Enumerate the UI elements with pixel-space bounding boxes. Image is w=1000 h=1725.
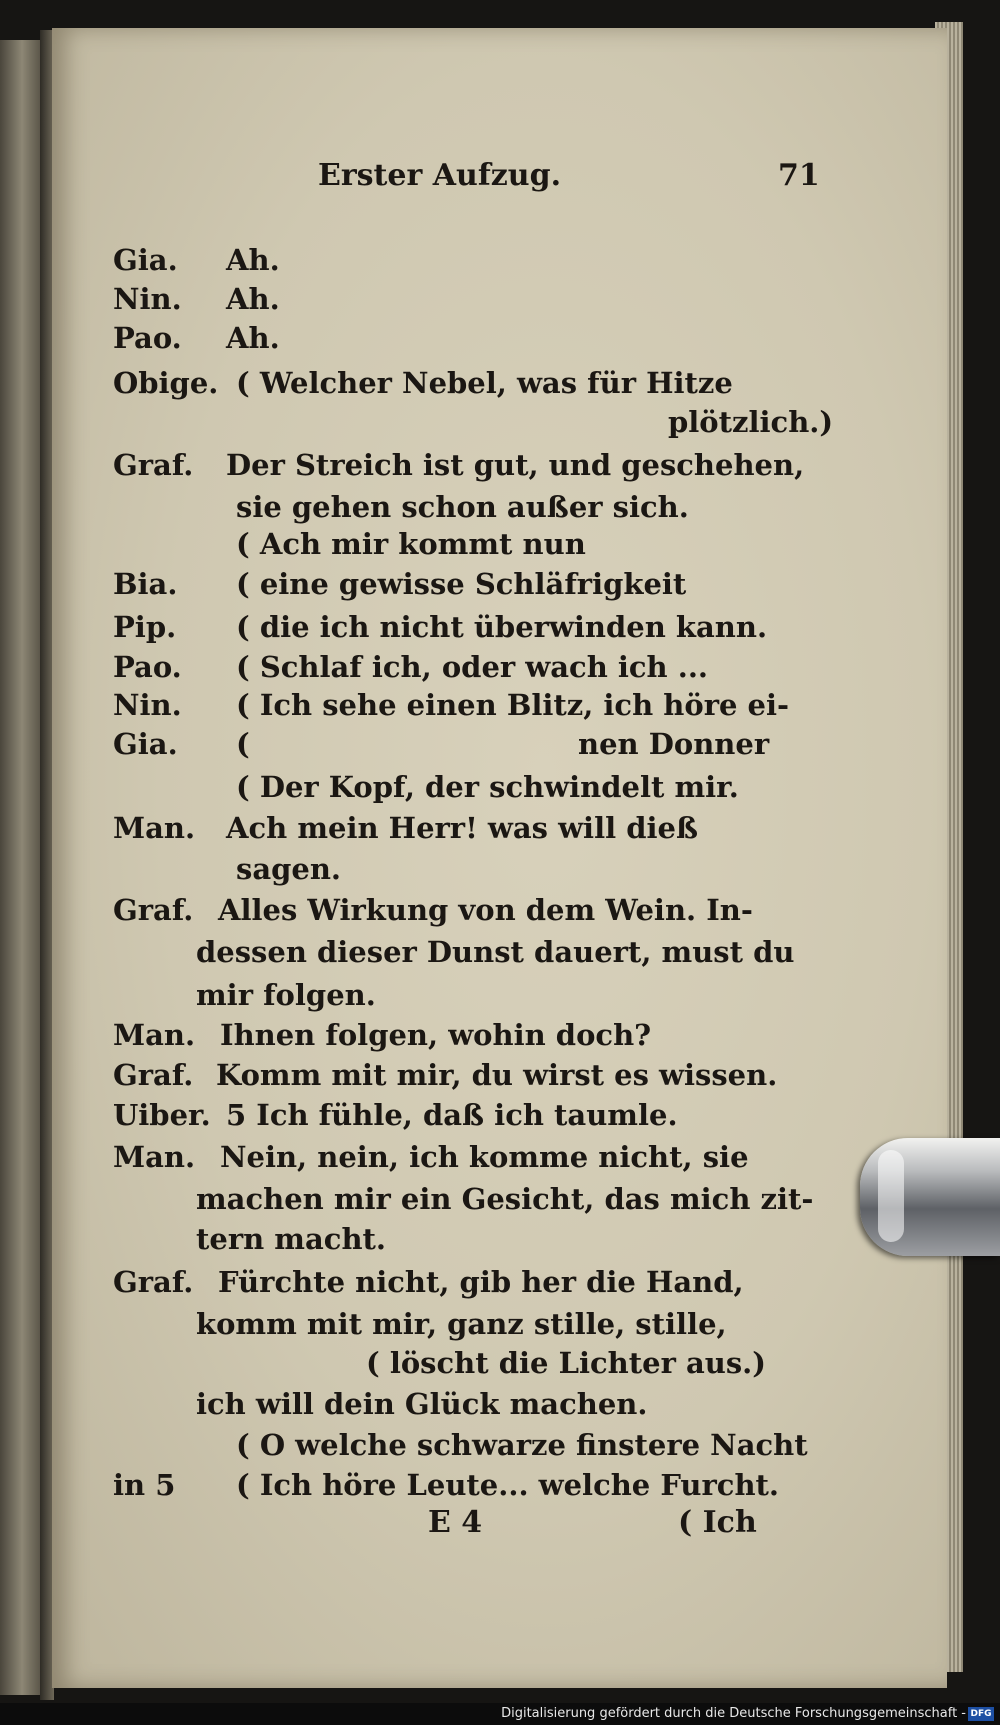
speaker-label: Nin. bbox=[113, 688, 182, 722]
dialogue-line: Nein, nein, ich komme nicht, sie bbox=[220, 1140, 749, 1174]
dialogue-line: Ah. bbox=[226, 282, 280, 316]
speaker-label: Man. bbox=[113, 811, 196, 845]
catchword: ( Ich bbox=[678, 1505, 757, 1540]
footer-credit: Digitalisierung gefördert durch die Deutsche Forschungsgemeinschaft - bbox=[501, 1706, 966, 1721]
dfg-logo: DFG bbox=[968, 1707, 994, 1721]
dialogue-line: Ah. bbox=[226, 243, 280, 277]
dialogue-line: Ach mein Herr! was will dieß bbox=[226, 811, 698, 845]
speaker-label: Man. bbox=[113, 1140, 196, 1174]
speaker-label: Gia. bbox=[113, 243, 178, 277]
dialogue-line: ( Der Kopf, der schwindelt mir. bbox=[236, 770, 739, 804]
running-title: Erster Aufzug. bbox=[318, 158, 562, 193]
speaker-label: Pip. bbox=[113, 610, 177, 644]
speaker-label: Nin. bbox=[113, 282, 182, 316]
speaker-label: Graf. bbox=[113, 1058, 194, 1092]
dialogue-line: ( löscht die Lichter aus.) bbox=[366, 1346, 766, 1380]
dialogue-line: sagen. bbox=[236, 852, 342, 886]
dialogue-line: ( Ich sehe einen Blitz, ich höre ei- bbox=[236, 688, 790, 722]
dialogue-line: Ihnen folgen, wohin doch? bbox=[220, 1018, 652, 1052]
dialogue-line: tern macht. bbox=[196, 1222, 387, 1256]
adjacent-page-edge bbox=[0, 40, 40, 1695]
dialogue-line: Alles Wirkung von dem Wein. In- bbox=[218, 893, 753, 927]
dialogue-line: machen mir ein Gesicht, das mich zit- bbox=[196, 1182, 814, 1216]
dialogue-line: dessen dieser Dunst dauert, must du bbox=[196, 935, 795, 969]
dialogue-line: ( bbox=[236, 727, 250, 761]
dialogue-line: ( Schlaf ich, oder wach ich ... bbox=[236, 650, 709, 684]
dialogue-line: Fürchte nicht, gib her die Hand, bbox=[218, 1265, 744, 1299]
dialogue-line: plötzlich.) bbox=[668, 405, 834, 439]
signature-mark: E 4 bbox=[428, 1505, 483, 1540]
speaker-label: Pao. bbox=[113, 650, 182, 684]
speaker-label: Gia. bbox=[113, 727, 178, 761]
dialogue-line: ich will dein Glück machen. bbox=[196, 1387, 648, 1421]
speaker-label: Graf. bbox=[113, 1265, 194, 1299]
dialogue-line: komm mit mir, ganz stille, stille, bbox=[196, 1307, 727, 1341]
dialogue-line: ( die ich nicht überwinden kann. bbox=[236, 610, 768, 644]
dialogue-line: ( eine gewisse Schläfrigkeit bbox=[236, 567, 687, 601]
dialogue-line: Ah. bbox=[226, 321, 280, 355]
clip-highlight bbox=[878, 1150, 904, 1242]
dialogue-line: ( Welcher Nebel, was für Hitze bbox=[236, 366, 733, 400]
speaker-label: Uiber. bbox=[113, 1098, 211, 1132]
speaker-label: Pao. bbox=[113, 321, 182, 355]
dialogue-line: ( Ich höre Leute... welche Furcht. bbox=[236, 1468, 780, 1502]
speaker-label: Obige. bbox=[113, 366, 219, 400]
dialogue-line: Komm mit mir, du wirst es wissen. bbox=[216, 1058, 778, 1092]
dialogue-line: ( Ach mir kommt nun bbox=[236, 527, 586, 561]
speaker-label: Graf. bbox=[113, 448, 194, 482]
page-number: 71 bbox=[778, 158, 820, 193]
speaker-label: Man. bbox=[113, 1018, 196, 1052]
dialogue-line: mir folgen. bbox=[196, 978, 376, 1012]
dialogue-line: 5 Ich fühle, daß ich taumle. bbox=[226, 1098, 678, 1132]
speaker-label: Bia. bbox=[113, 567, 178, 601]
dialogue-line: sie gehen schon außer sich. bbox=[236, 490, 689, 524]
speaker-label: in 5 bbox=[113, 1468, 176, 1502]
speaker-label: Graf. bbox=[113, 893, 194, 927]
dialogue-line: nen Donner bbox=[578, 727, 770, 761]
dialogue-line: ( O welche schwarze finstere Nacht bbox=[236, 1428, 808, 1462]
dialogue-line: Der Streich ist gut, und geschehen, bbox=[226, 448, 805, 482]
